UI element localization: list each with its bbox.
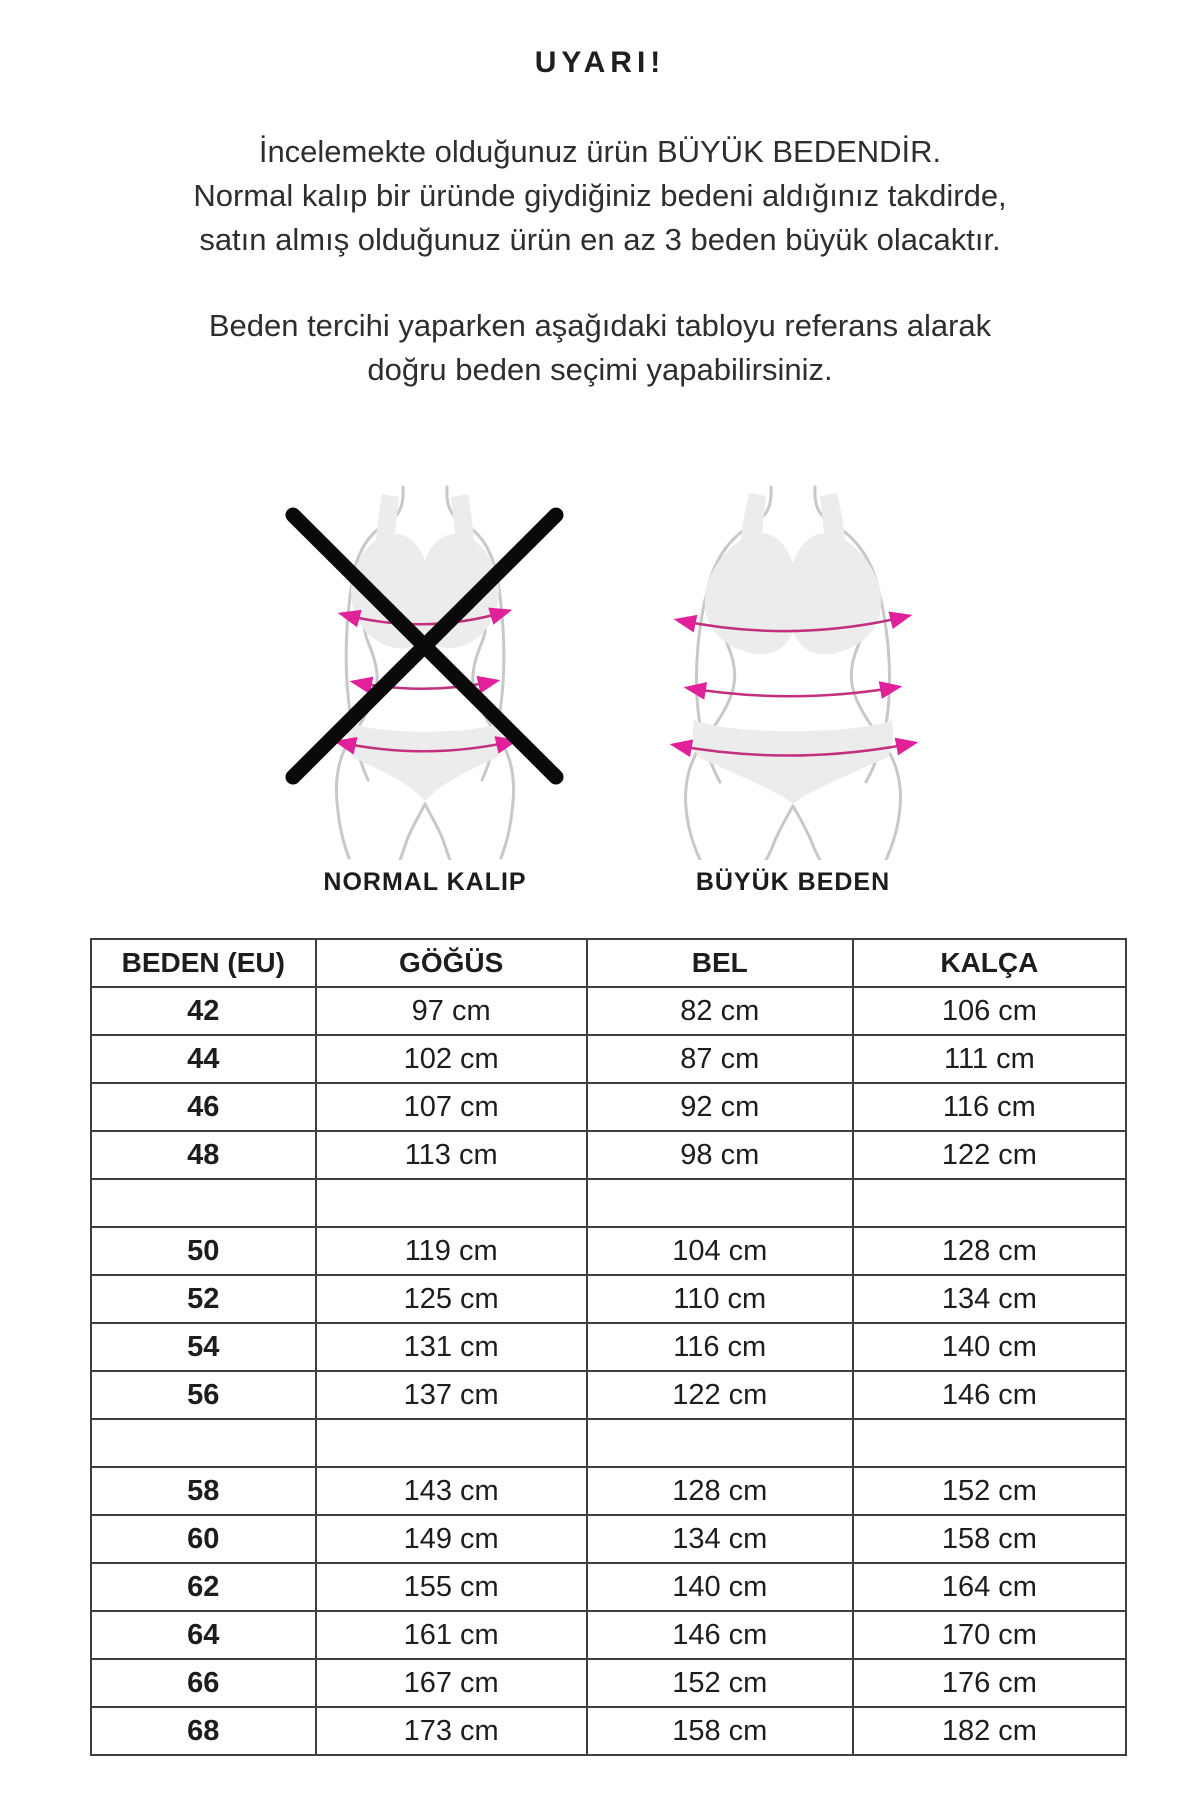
measurement-cell: 122 cm	[587, 1371, 853, 1419]
measurement-cell: 111 cm	[853, 1035, 1126, 1083]
instruction-line-1: Beden tercihi yaparken aşağıdaki tabloyu referans alarak	[208, 308, 992, 343]
measurement-cell: 102 cm	[316, 1035, 587, 1083]
measurement-cell: 116 cm	[587, 1323, 853, 1371]
size-table-row	[91, 1035, 1126, 1083]
measurement-cell: 170 cm	[853, 1611, 1126, 1659]
measurement-cell: 97 cm	[316, 987, 587, 1035]
measurement-cell: 164 cm	[853, 1563, 1126, 1611]
size-table	[90, 938, 1127, 1756]
body-outline	[336, 487, 513, 860]
size-cell: 68	[91, 1707, 316, 1755]
plus-size-body-illustration	[638, 430, 948, 860]
measurement-cell: 134 cm	[587, 1515, 853, 1563]
measurement-cell: 107 cm	[316, 1083, 587, 1131]
size-table-row	[91, 1083, 1126, 1131]
size-cell: 50	[91, 1227, 316, 1275]
measurement-cell: 140 cm	[853, 1323, 1126, 1371]
measurement-cell: 128 cm	[853, 1227, 1126, 1275]
measurement-cell: 146 cm	[587, 1611, 853, 1659]
size-table-row	[91, 1371, 1126, 1419]
measurement-cell	[853, 1179, 1126, 1227]
intro-line-1-text: İncelemekte olduğunuz ürün	[258, 134, 657, 169]
panty-illustration	[348, 722, 503, 801]
measurement-cell: 104 cm	[587, 1227, 853, 1275]
size-table-row	[91, 1467, 1126, 1515]
measurement-cell: 155 cm	[316, 1563, 587, 1611]
intro-paragraph	[0, 130, 1200, 262]
measurement-cell: 182 cm	[853, 1707, 1126, 1755]
size-table-header-row	[91, 939, 1126, 987]
intro-line-2: Normal kalıp bir üründe giydiğiniz bedeni aldığınız takdirde,	[193, 178, 1007, 213]
warning-title: UYARI!	[534, 46, 666, 79]
measurement-cell: 158 cm	[853, 1515, 1126, 1563]
size-cell: 52	[91, 1275, 316, 1323]
measurement-cell: 143 cm	[316, 1467, 587, 1515]
size-cell: 58	[91, 1467, 316, 1515]
measurement-cell: 128 cm	[587, 1467, 853, 1515]
size-table-row	[91, 1275, 1126, 1323]
measurement-cell: 131 cm	[316, 1323, 587, 1371]
size-cell: 46	[91, 1083, 316, 1131]
measurement-cell: 176 cm	[853, 1659, 1126, 1707]
size-table-row	[91, 1659, 1126, 1707]
body-outline	[686, 487, 901, 860]
measurement-cell	[853, 1419, 1126, 1467]
size-table-spacer-row	[91, 1419, 1126, 1467]
measurement-cell: 119 cm	[316, 1227, 587, 1275]
measurement-cell: 125 cm	[316, 1275, 587, 1323]
normal-fit-label: NORMAL KALIP	[323, 868, 527, 896]
size-table-row	[91, 1611, 1126, 1659]
instruction-paragraph	[0, 304, 1200, 392]
size-table-body	[91, 987, 1126, 1755]
size-table-row	[91, 987, 1126, 1035]
measurement-cell: 140 cm	[587, 1563, 853, 1611]
size-table-spacer-row	[91, 1179, 1126, 1227]
size-cell: 44	[91, 1035, 316, 1083]
measurement-cell: 82 cm	[587, 987, 853, 1035]
measurement-cell: 113 cm	[316, 1131, 587, 1179]
measurement-cell: 173 cm	[316, 1707, 587, 1755]
measurement-cell: 146 cm	[853, 1371, 1126, 1419]
measurement-cell: 167 cm	[316, 1659, 587, 1707]
measurement-cell	[587, 1419, 853, 1467]
intro-line-1	[0, 130, 1200, 174]
size-cell: 62	[91, 1563, 316, 1611]
measurement-cell: 152 cm	[853, 1467, 1126, 1515]
measurement-cell: 161 cm	[316, 1611, 587, 1659]
size-table-row	[91, 1227, 1126, 1275]
measurement-cell	[587, 1179, 853, 1227]
measurement-cell: 152 cm	[587, 1659, 853, 1707]
waist-measure-arrow	[688, 687, 898, 696]
measurement-cell: 92 cm	[587, 1083, 853, 1131]
measurement-cell: 110 cm	[587, 1275, 853, 1323]
size-cell	[91, 1179, 316, 1227]
panty-illustration	[693, 720, 893, 804]
measurement-cell: 134 cm	[853, 1275, 1126, 1323]
header-hip: KALÇA	[853, 939, 1126, 987]
size-table-row	[91, 1515, 1126, 1563]
measurement-cell: 106 cm	[853, 987, 1126, 1035]
measurement-cell: 98 cm	[587, 1131, 853, 1179]
measurement-cell	[316, 1419, 587, 1467]
intro-line-3: satın almış olduğunuz ürün en az 3 beden büyük olacaktır.	[199, 222, 1001, 257]
size-cell: 64	[91, 1611, 316, 1659]
size-cell: 66	[91, 1659, 316, 1707]
plus-size-figure	[638, 430, 948, 860]
size-cell: 48	[91, 1131, 316, 1179]
size-cell: 54	[91, 1323, 316, 1371]
measurement-cell: 137 cm	[316, 1371, 587, 1419]
measurement-cell: 116 cm	[853, 1083, 1126, 1131]
header-size-eu: BEDEN (EU)	[91, 939, 316, 987]
size-cell: 60	[91, 1515, 316, 1563]
measurement-cell	[316, 1179, 587, 1227]
instruction-line-2: doğru beden seçimi yapabilirsiniz.	[367, 352, 833, 387]
header-waist: BEL	[587, 939, 853, 987]
measurement-cell: 122 cm	[853, 1131, 1126, 1179]
measurement-cell: 158 cm	[587, 1707, 853, 1755]
size-table-row	[91, 1563, 1126, 1611]
plus-size-label: BÜYÜK BEDEN	[695, 868, 891, 896]
measurement-cell: 87 cm	[587, 1035, 853, 1083]
size-cell: 56	[91, 1371, 316, 1419]
intro-line-1-emphasis: BÜYÜK BEDENDİR.	[656, 134, 942, 169]
normal-fit-body-illustration	[280, 430, 570, 860]
measurement-cell: 149 cm	[316, 1515, 587, 1563]
header-bust: GÖĞÜS	[316, 939, 587, 987]
normal-fit-figure	[280, 430, 570, 860]
size-cell	[91, 1419, 316, 1467]
size-table-row	[91, 1323, 1126, 1371]
size-table-row	[91, 1131, 1126, 1179]
size-cell: 42	[91, 987, 316, 1035]
size-table-row	[91, 1707, 1126, 1755]
